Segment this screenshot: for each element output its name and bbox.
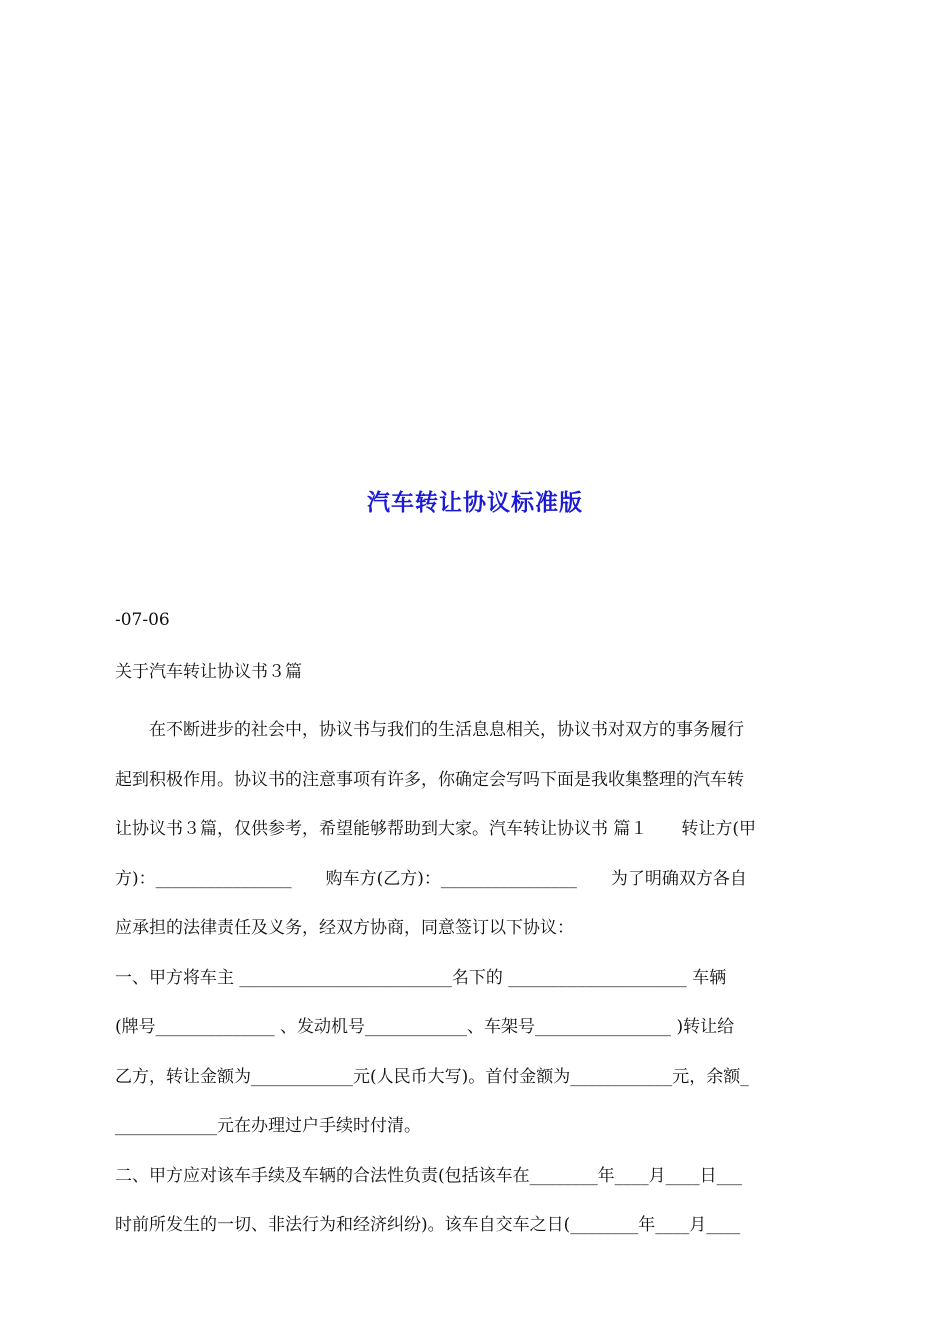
body-line: 让协议书３篇，仅供参考，希望能够帮助到大家。汽车转让协议书 篇１ 转让方(甲 — [115, 819, 757, 839]
clause-2-line: 时前所发生的一切、非法行为和经济纠纷)。该车自交车之日(________年____月____ — [115, 1215, 741, 1235]
document-date: -07-06 — [115, 610, 170, 630]
clause-1-line: (牌号______________ 、发动机号____________、车架号________________ )转让给 — [115, 1017, 735, 1037]
clause-1-line: 一、甲方将车主 _________________________名下的 _____________________ 车辆 — [115, 967, 727, 988]
document-body — [115, 706, 840, 1251]
clause-1-line: 乙方，转让金额为____________元(人民币大写)。首付金额为____________元，余额_ — [115, 1066, 749, 1087]
body-line: 应承担的法律责任及义务，经双方协商，同意签订以下协议： — [115, 918, 574, 938]
body-line: 方)：________________ 购车方(乙方)：________________ 为了明确双方各自 — [115, 868, 747, 889]
document-title: 汽车转让协议标准版 — [367, 489, 583, 516]
body-line: 起到积极作用。协议书的注意事项有许多，你确定会写吗下面是我收集整理的汽车转 — [115, 769, 744, 790]
document-subtitle: 关于汽车转让协议书３篇 — [115, 662, 302, 682]
clause-1-line: ____________元在办理过户手续时付清。 — [115, 1116, 421, 1136]
clause-2-line: 二、甲方应对该车手续及车辆的合法性负责(包括该车在________年____月____日___ — [115, 1165, 743, 1186]
body-line: 在不断进步的社会中，协议书与我们的生活息息相关，协议书对双方的事务履行 — [115, 720, 744, 740]
